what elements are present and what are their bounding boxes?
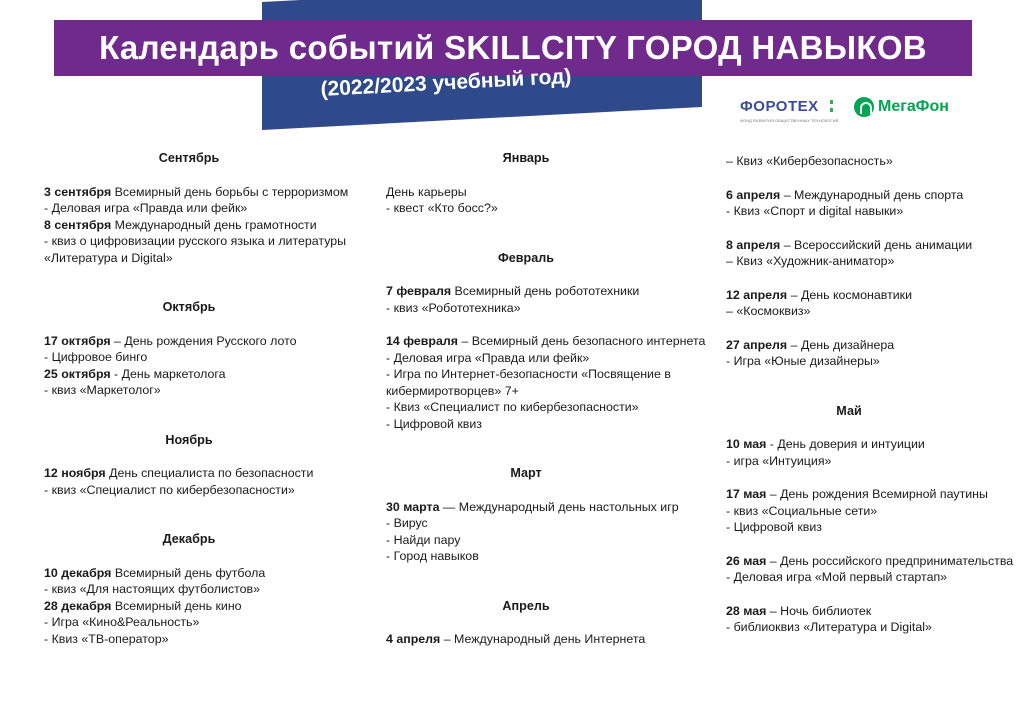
event-date: 6 апреля [726, 187, 781, 202]
event-title: – Ночь библиотек [766, 603, 872, 618]
month-february: Февраль [498, 250, 554, 265]
event-title: Всемирный день борьбы с терроризмом [111, 184, 349, 199]
event-date: 12 апреля [726, 287, 788, 302]
event-title: Всемирный день кино [111, 598, 242, 613]
activity-line: - квиз о цифровизации русского языка и литературы «Литература и Digital» [44, 234, 347, 265]
event-title: – День космонавтики [787, 287, 913, 302]
activity-line: – Квиз «Кибербезопасность» [726, 154, 893, 168]
activity-line: - Игра по Интернет-безопасности «Посвящение в кибермиротворцев» 7+ [386, 367, 671, 398]
event-title: – Всемирный день безопасного интернета [457, 334, 706, 348]
activity-line: - Игра «Юные дизайнеры» [726, 354, 880, 368]
event-date: 26 мая [726, 553, 767, 568]
forotech-logo: ФОРОТЕХ [740, 98, 819, 115]
event-title: – День рождения Всемирной паутины [766, 487, 988, 501]
activity-line: - квиз «Для настоящих футболистов» [44, 582, 260, 596]
event-date: 17 октября [44, 333, 111, 348]
event-title: Всемирный день футбола [111, 565, 266, 580]
activity-line: - квиз «Специалист по кибербезопасности» [44, 482, 295, 497]
event-line [726, 553, 1016, 570]
event-line [44, 184, 364, 201]
activity-line: – Квиз «Художник-аниматор» [726, 254, 895, 268]
activity-line: - игра «Интуиция» [726, 453, 832, 468]
event-date: 10 мая [726, 437, 767, 451]
month-october: Октябрь [162, 300, 216, 314]
activity-line: - Игра «Кино&Реальность» [44, 615, 200, 629]
event-title: - День доверия и интуиции [766, 437, 925, 451]
event-line [726, 187, 1016, 204]
event-date: 4 апреля [386, 632, 441, 646]
month-january: Январь [502, 151, 550, 165]
event-date: 30 марта [386, 499, 440, 514]
event-line [44, 598, 364, 615]
activity-line: - Деловая игра «Правда или фейк» [386, 350, 590, 365]
event-date: 27 апреля [726, 337, 788, 352]
activity-line: - Найди пару [386, 532, 461, 547]
event-title: – День рождения Русского лото [110, 333, 297, 348]
partner-logos [740, 96, 980, 126]
event-line [726, 436, 1016, 453]
activity-line: - библиоквиз «Литература и Digital» [726, 620, 932, 634]
activity-line: - Квиз «Специалист по кибербезопасности» [386, 400, 639, 414]
activity-line: - Квиз «Спорт и digital навыки» [726, 204, 904, 218]
event-title: Международный день грамотности [111, 217, 317, 232]
calendar-column-3 [726, 153, 1016, 636]
activity-line: - квиз «Маркетолог» [44, 383, 161, 397]
activity-line: - Деловая игра «Правда или фейк» [44, 201, 248, 215]
event-date: 7 февраля [386, 284, 452, 298]
event-line [44, 465, 364, 482]
event-date: 17 мая [726, 487, 767, 501]
activity-line: - Цифровой квиз [386, 416, 482, 431]
activity-line: - квиз «Социальные сети» [726, 503, 878, 518]
activity-line: - Цифровое бинго [44, 350, 148, 364]
event-line [726, 337, 1016, 354]
event-title: Всемирный день робототехники [451, 284, 640, 298]
event-date: 28 декабря [44, 598, 112, 613]
event-line [386, 499, 706, 516]
page-subtitle: (2022/2023 учебный год) [320, 64, 572, 101]
event-date: 10 декабря [44, 565, 112, 580]
event-title: – День российского предпринимательства [766, 553, 1014, 568]
event-title: – Международный день Интернета [440, 632, 646, 646]
event-line [726, 603, 1016, 620]
event-line [44, 565, 364, 582]
page-title: Календарь событий SKILLCITY ГОРОД НАВЫКОВ [99, 29, 927, 66]
event-line [386, 333, 706, 350]
event-date: 3 сентября [44, 184, 112, 199]
activity-line: - Квиз «ТВ-оператор» [44, 631, 169, 646]
event-line [726, 237, 1016, 254]
event-date: 8 апреля [726, 237, 781, 252]
calendar-column-2 [386, 150, 706, 648]
event-line [44, 333, 364, 350]
megafon-logo: МегаФон [878, 98, 949, 115]
event-line [44, 366, 364, 383]
month-march: Март [510, 466, 542, 480]
month-may: Май [836, 403, 862, 418]
event-line [386, 631, 706, 648]
event-date: 25 октября [44, 366, 111, 381]
activity-line: – «Космоквиз» [726, 304, 811, 318]
event-line [44, 217, 364, 234]
calendar-column-1 [44, 150, 364, 647]
event-line [726, 287, 1016, 304]
month-april: Апрель [502, 598, 550, 613]
forotech-dots-icon [830, 100, 837, 112]
event-line [726, 486, 1016, 503]
event-title: – Международный день спорта [780, 187, 964, 202]
month-november: Ноябрь [165, 432, 213, 447]
activity-line: - Деловая игра «Мой первый стартап» [726, 570, 948, 584]
event-title: – День дизайнера [787, 337, 895, 352]
event-title: День карьеры [386, 184, 467, 199]
activity-line: - Цифровой квиз [726, 520, 822, 534]
activity-line: - Город навыков [386, 549, 479, 563]
activity-line: - квест «Кто босс?» [386, 201, 498, 215]
month-september: Сентябрь [158, 151, 220, 165]
activity-line: - Вирус [386, 516, 428, 530]
event-title: День специалиста по безопасности [105, 466, 314, 480]
month-december: Декабрь [162, 532, 216, 546]
event-line [386, 283, 706, 300]
event-title: – Всероссийский день анимации [780, 237, 973, 252]
event-date: 12 ноября [44, 466, 106, 480]
event-date: 14 февраля [386, 334, 458, 348]
activity-line: - квиз «Робототехника» [386, 300, 521, 315]
event-date: 8 сентября [44, 217, 112, 232]
event-title: - День маркетолога [110, 366, 226, 381]
event-date: 28 мая [726, 603, 767, 618]
forotech-logo-subtitle: ФОНД РАЗВИТИЯ ОБЩЕСТВЕННЫХ ТЕХНОЛОГИЙ [740, 118, 839, 123]
event-title: — Международный день настольных игр [439, 499, 679, 514]
megafon-circle-icon [854, 97, 874, 117]
